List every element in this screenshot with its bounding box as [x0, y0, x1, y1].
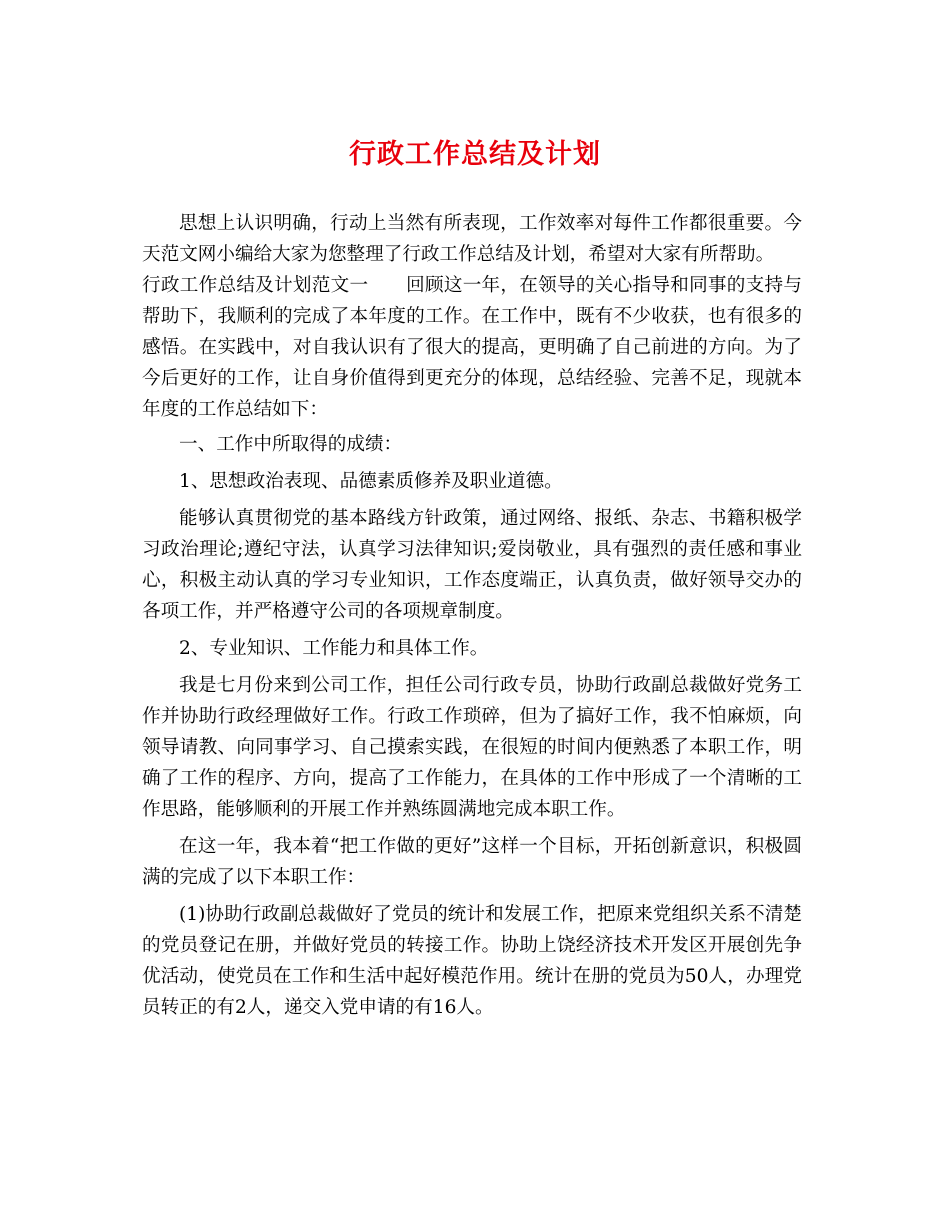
- professional-work-paragraph: 我是七月份来到公司工作，担任公司行政专员，协助行政副总裁做好党务工作并协助行政经理做好工作。行政工作琐碎，但为了搞好工作，我不怕麻烦，向领导请教、向同事学习、自己摸索实践，在很短的时间内便熟悉了本职工作，明确了工作的程序、方向，提高了工作能力，在具体的工作中形成了一个清晰的工作思路，能够顺利的开展工作并熟练圆满地完成本职工作。: [142, 675, 802, 820]
- document-body: [142, 208, 802, 1023]
- subheading-political-conduct: 1、思想政治表现、品德素质修养及职业道德。: [179, 471, 563, 492]
- political-conduct-paragraph: 能够认真贯彻党的基本路线方针政策，通过网络、报纸、杂志、书籍积极学习政治理论;遵纪守法，认真学习法律知识;爱岗敬业，具有强烈的责任感和事业心，积极主动认真的学习专业知识，工作态度端正，认真负责，做好领导交办的各项工作，并严格遵守公司的各项规章制度。: [142, 508, 802, 622]
- subheading-professional-work: 2、专业知识、工作能力和具体工作。: [179, 638, 489, 659]
- sample-one-paragraph: 行政工作总结及计划范文一 回顾这一年，在领导的关心指导和同事的支持与帮助下，我顺利的完成了本年度的工作。在工作中，既有不少收获，也有很多的感悟。在实践中，对自我认识有了很大的提高，更明确了自己前进的方向。为了今后更好的工作，让自身价值得到更充分的体现，总结经验、完善不足，现就本年度的工作总结如下：: [142, 275, 802, 420]
- intro-paragraph: 思想上认识明确，行动上当然有所表现，工作效率对每件工作都很重要。今天范文网小编给大家为您整理了行政工作总结及计划，希望对大家有所帮助。: [142, 213, 802, 265]
- year-goal-paragraph: 在这一年，我本着“把工作做的更好”这样一个目标，开拓创新意识，积极圆满的完成了以下本职工作：: [142, 836, 802, 888]
- document-title: 行政工作总结及计划: [349, 139, 601, 170]
- party-work-item-paragraph: (1)协助行政副总裁做好了党员的统计和发展工作，把原来党组织关系不清楚的党员登记在册，并做好党员的转接工作。协助上饶经济技术开发区开展创先争优活动，使党员在工作和生活中起好模范作用。统计在册的党员为50人，办理党员转正的有2人，递交入党申请的有16人。: [142, 904, 802, 1018]
- section-heading-achievements: 一、工作中所取得的成绩：: [179, 434, 403, 455]
